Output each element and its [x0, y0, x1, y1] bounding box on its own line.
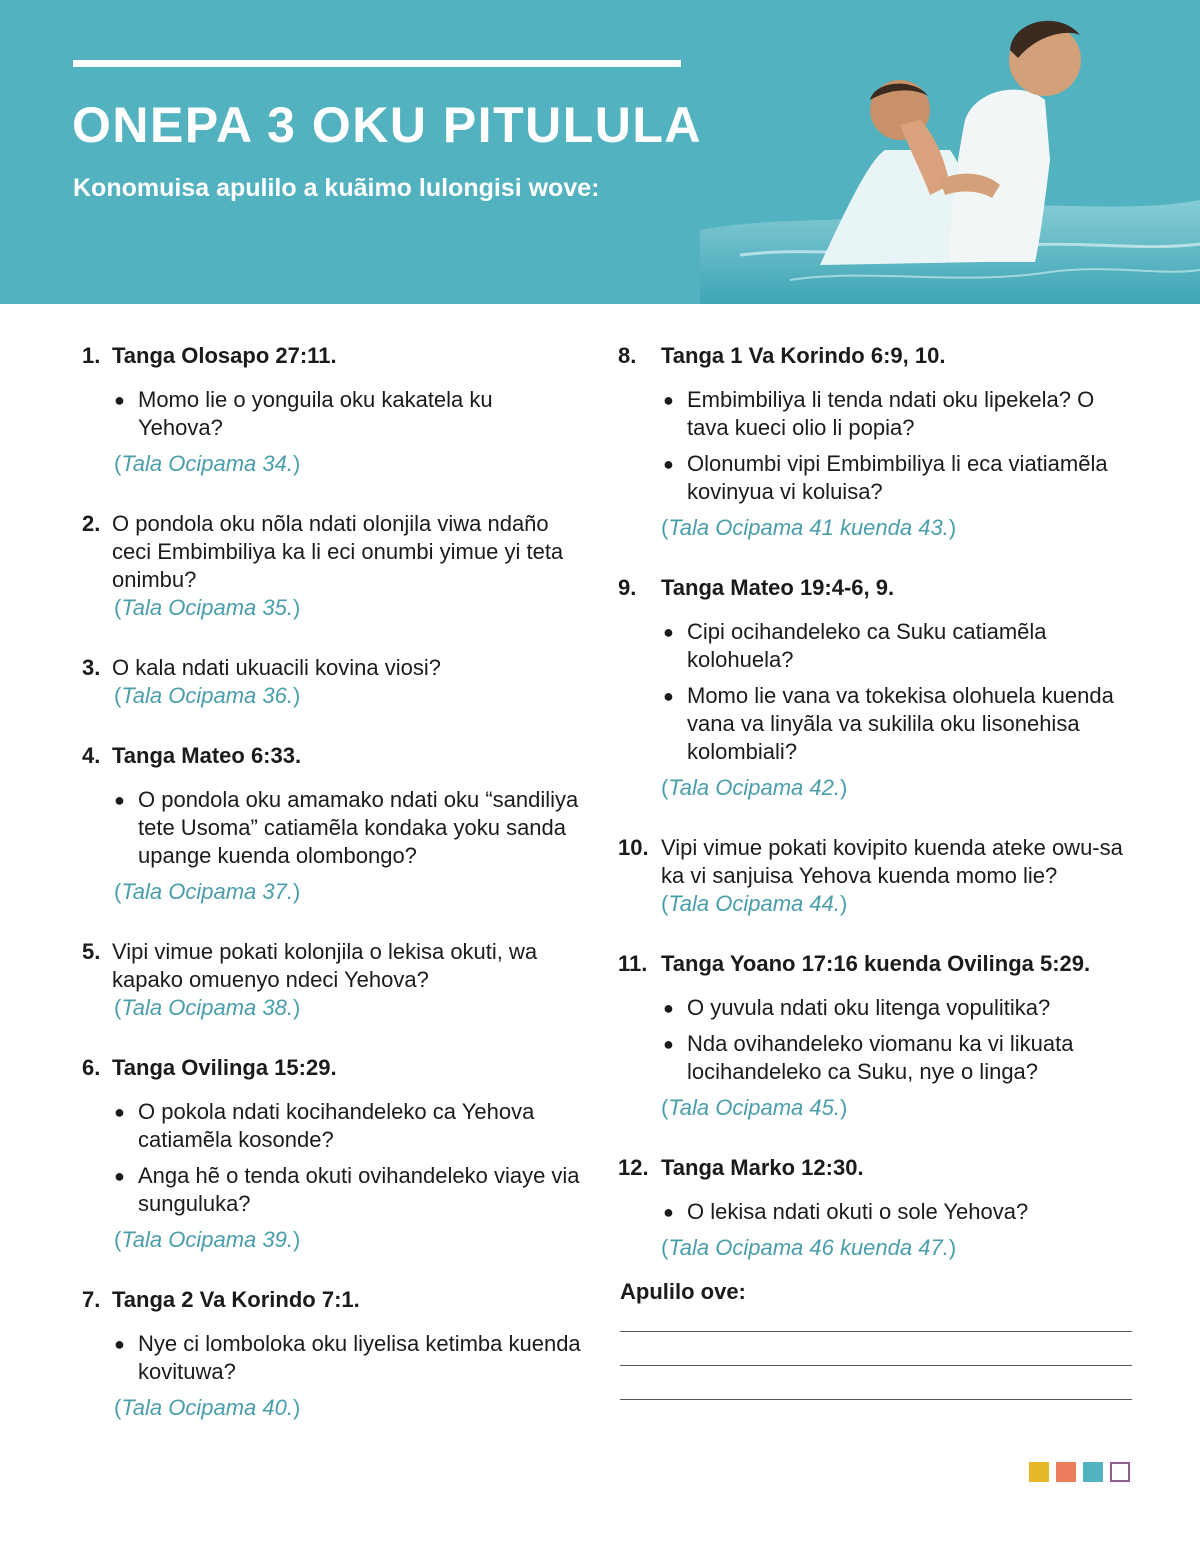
question-item [618, 834, 1138, 918]
question-item [82, 1286, 582, 1422]
sub-question: Embimbiliya li tenda ndati oku lipekela? O tava kueci olio li popia? [687, 387, 1095, 440]
question-item [82, 938, 582, 1022]
bullet-icon: ● [114, 390, 125, 410]
question-number: 6. [82, 1055, 101, 1080]
bullet-icon: ● [114, 790, 125, 810]
question-number: 5. [82, 939, 101, 964]
bullet-icon: ● [663, 1034, 674, 1054]
reference: (Tala Ocipama 40.) [114, 1395, 301, 1420]
baptism-illustration [700, 0, 1200, 304]
question-number: 7. [82, 1287, 101, 1312]
header-banner [0, 0, 1200, 304]
orange-square-icon [1056, 1462, 1076, 1482]
notes-line[interactable] [620, 1365, 1132, 1366]
reference: (Tala Ocipama 38.) [114, 995, 301, 1020]
question-text: Vipi vimue pokati kovipito kuenda ateke owu-sa ka vi sanjuisa Yehova kuenda momo lie? [661, 835, 1123, 888]
question-number: 2. [82, 511, 101, 536]
bullet-icon: ● [114, 1334, 125, 1354]
question-text: Tanga 2 Va Korindo 7:1. [112, 1287, 360, 1312]
sub-question: Anga hẽ o tenda okuti ovihandeleko viaye via sunguluka? [138, 1163, 580, 1216]
question-item [82, 654, 582, 710]
sub-question: Momo lie vana va tokekisa olohuela kuenda vana va linyãla va sukilila oku lisonehisa kolombiali? [687, 683, 1114, 764]
bullet-icon: ● [663, 622, 674, 642]
color-squares [1029, 1462, 1130, 1482]
question-number: 10. [618, 835, 649, 860]
bullet-icon: ● [663, 998, 674, 1018]
bullet-icon: ● [663, 686, 674, 706]
question-number: 12. [618, 1155, 649, 1180]
reference: (Tala Ocipama 42.) [661, 775, 848, 800]
question-text: Tanga Ovilinga 15:29. [112, 1055, 337, 1080]
sub-question: Cipi ocihandeleko ca Suku catiamẽla kolohuela? [687, 619, 1047, 672]
question-item [618, 950, 1138, 1122]
question-number: 1. [82, 343, 101, 368]
bullet-icon: ● [663, 1202, 674, 1222]
reference: (Tala Ocipama 39.) [114, 1227, 301, 1252]
purple-outline-square-icon [1110, 1462, 1130, 1482]
question-text: O kala ndati ukuacili kovina viosi? [112, 655, 441, 680]
question-text: Tanga Olosapo 27:11. [112, 343, 337, 368]
question-number: 9. [618, 575, 637, 600]
reference: (Tala Ocipama 45.) [661, 1095, 848, 1120]
yellow-square-icon [1029, 1462, 1049, 1482]
question-number: 8. [618, 343, 637, 368]
question-number: 3. [82, 655, 101, 680]
reference: (Tala Ocipama 36.) [114, 683, 301, 708]
question-item [618, 574, 1138, 802]
bullet-icon: ● [663, 454, 674, 474]
question-item [82, 742, 582, 906]
reference: (Tala Ocipama 34.) [114, 451, 301, 476]
question-text: Tanga 1 Va Korindo 6:9, 10. [661, 343, 946, 368]
question-item [82, 1054, 582, 1254]
question-item [82, 510, 582, 622]
bullet-icon: ● [114, 1166, 125, 1186]
notes-line[interactable] [620, 1399, 1132, 1400]
question-text: Vipi vimue pokati kolonjila o lekisa okuti, wa kapako omuenyo ndeci Yehova? [112, 939, 538, 992]
reference: (Tala Ocipama 46 kuenda 47.) [661, 1235, 957, 1260]
reference: (Tala Ocipama 44.) [661, 891, 848, 916]
question-text: Tanga Yoano 17:16 kuenda Ovilinga 5:29. [661, 951, 1091, 976]
reference: (Tala Ocipama 41 kuenda 43.) [661, 515, 957, 540]
bullet-icon: ● [663, 390, 674, 410]
notes-line[interactable] [620, 1331, 1132, 1332]
notes-label: Apulilo ove: [620, 1279, 746, 1304]
sub-question: Olonumbi vipi Embimbiliya li eca viatiamẽla kovinyua vi koluisa? [687, 451, 1108, 504]
question-text: Tanga Mateo 19:4-6, 9. [661, 575, 895, 600]
reference: (Tala Ocipama 37.) [114, 879, 301, 904]
question-item [82, 342, 582, 478]
sub-question: O pondola oku amamako ndati oku “sandiliya tete Usoma” catiamẽla kondaka yoku sanda upange kuenda olombongo? [138, 787, 579, 868]
sub-question: Nye ci lomboloka oku liyelisa ketimba kuenda kovituwa? [138, 1331, 581, 1384]
sub-question: Nda ovihandeleko viomanu ka vi likuata locihandeleko ca Suku, nye o linga? [687, 1031, 1074, 1084]
sub-question: O lekisa ndati okuti o sole Yehova? [687, 1199, 1029, 1224]
sub-question: O yuvula ndati oku litenga vopulitika? [687, 995, 1051, 1020]
question-text: Tanga Marko 12:30. [661, 1155, 864, 1180]
questions-column-right [618, 342, 1138, 1294]
question-text: Tanga Mateo 6:33. [112, 743, 302, 768]
question-item [618, 1154, 1138, 1262]
sub-question: O pokola ndati kocihandeleko ca Yehova catiamẽla kosonde? [138, 1099, 535, 1152]
header-rule [73, 60, 681, 67]
page-subtitle: Konomuisa apulilo a kuãimo lulongisi wove: [73, 174, 600, 202]
bullet-icon: ● [114, 1102, 125, 1122]
sub-question: Momo lie o yonguila oku kakatela ku Yehova? [138, 387, 493, 440]
teal-square-icon [1083, 1462, 1103, 1482]
questions-column-left [82, 342, 582, 1454]
question-number: 11. [618, 951, 648, 976]
reference: (Tala Ocipama 35.) [114, 595, 301, 620]
question-text: O pondola oku nõla ndati olonjila viwa ndaño ceci Embimbiliya ka li eci onumbi yimue yi teta onimbu? [112, 511, 564, 592]
question-number: 4. [82, 743, 101, 768]
question-item [618, 342, 1138, 542]
page-title: ONEPA 3 OKU PITULULA [72, 97, 703, 153]
